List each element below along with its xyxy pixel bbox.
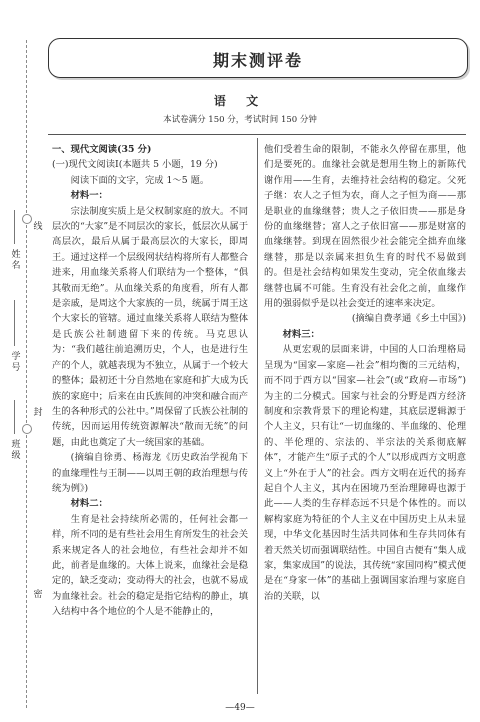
class-blank xyxy=(14,400,15,434)
binding-dashed-line xyxy=(26,40,27,708)
material-two-continued: 他们受着生命的限制，不能永久停留在那里，他们是要死的。血缘社会就是想用生物上的新陈代谢作用——生育，去维持社会结构的稳定。父死子继：农人之子恒为农，商人之子恒为商——那是职业的血缘继替；贵人之子依旧贵——那是身份的血缘继替；富人之子依旧富——那是财富的血缘继替。到现在固然很少社会能完全拙弃血缘继替，那是以亲属来担负生育的时代不易做到的。但是社会结构如果发生变动，完全依血缘去继替也属不可能。生育没有社会化之前，血缘作用的强弱似乎是以社会变迁的速率来决定。 xyxy=(264,144,466,310)
column-divider xyxy=(257,138,258,694)
material-two-source: (摘编自费孝通《乡土中国》) xyxy=(351,313,466,325)
student-id-blank xyxy=(14,300,15,346)
instruction-text: 阅读下面的文字，完成 1～5 题。 xyxy=(70,174,210,186)
right-column xyxy=(264,142,466,604)
left-column xyxy=(52,142,248,620)
material-two-text: 生育是社会持续所必需的，任何社会都一样，所不同的是有些社会用生育所发生的社会关系来规定各人的社会地位，有些社会却并不如此，前者是血缘的。大体上说来，血缘社会是稳定的，缺乏变动；变动得大的社会，也就不易成为血缘社会。社会的稳定是指它结构的静止，填入结构中各个地位的个人是不能静止的， xyxy=(52,513,248,618)
page-number: —49— xyxy=(225,703,255,713)
section-heading: 一、现代文阅读(35 分) xyxy=(52,144,152,155)
subject-heading: 语 文 xyxy=(213,94,267,108)
material-one-text: 宗法制度实质上是父权制家庭的放大。不同层次的“大家”是不同层次的家长，低层次从属于高层次，最后从属于最高层次的大家长，即周王。通过这样一个层级网状结构将所有人都整合进来，用血缘关系将人们联结为一个整体，“俱其敬而无绝”。从血缘关系的角度看，所有人都是亲戚，是周这个大家族的一员，统属于周王这个大家长的管辖。通过血缘关系将人联结为整体是氏族公社制遗留下来的传统。马克思认为：“我们越往前追溯历史，个人，也是进行生产的个人，就越表现为不独立，从属于一个较大的整体；最初还十分自然地在家庭和扩大成为氏族的家庭中；后来在由氏族间的冲突和融合而产生的各种形式的公社中。”周保留了氏族公社制的传统，因而运用传统资源解决“散而无统”的问题，由此也奠定了大一统国家的基础。 xyxy=(52,205,248,448)
material-one-source: (摘编自徐勇、杨海龙《历史政治学视角下的血缘理性与王制——以周王朝的政治理想与传统为例》) xyxy=(52,452,248,494)
exam-title: 期末测评卷 xyxy=(212,51,303,70)
material-three-label: 材料三： xyxy=(282,328,320,340)
seal-text-secret: 密 xyxy=(33,590,43,600)
seal-text-line: 线 xyxy=(33,222,43,232)
material-two-label: 材料二： xyxy=(70,498,108,510)
student-id-label: 学号 xyxy=(11,352,21,373)
material-one-label: 材料一： xyxy=(70,190,108,202)
class-label: 班级 xyxy=(11,440,21,461)
exam-note: 本试卷满分 150 分，考试时间 150 分钟 xyxy=(163,115,317,125)
binding-hole-icon xyxy=(22,424,32,434)
subsection-heading: (一)现代文阅读Ⅰ(本题共 5 小题，19 分) xyxy=(52,159,218,171)
header-rule xyxy=(48,134,466,135)
title-box xyxy=(48,38,468,78)
seal-text-seal: 封 xyxy=(33,408,43,418)
name-label: 姓名 xyxy=(11,250,21,271)
material-three-text: 从更宏观的层面来讲，中国的人口治理格局呈现为“国家—家庭—社会”相均衡的三元结构，而不同于西方以“国家—社会”(或“政府—市场”)为主的二分模式。国家与社会的分野是西方经济制度和宗教背景下的理论构建，其底层逻辑源于个人主义，只有让“一切血缘的、半血缘的、伦理的、半伦理的、宗法的、半宗法的关系彻底解体”，才能产生“原子式的个人”以形成西方文明意义上“外在于人”的社会。西方文明在近代的扬弃起自个人主义，其内在困境乃至治理障碍也源于此——人类的生存样态远不只是个体性的。而以解构家庭为特征的个人主义在中国历史上从未显现，中华文化基因时生活共同体和生存共同体有着天然关切而强调联结性。中国自古便有“集人成家，集家成国”的说法，其传统“家国同构”模式便是在“身家一体”的基础上强调国家治理与家庭自治的关联，以 xyxy=(264,344,466,602)
name-blank xyxy=(14,210,15,244)
